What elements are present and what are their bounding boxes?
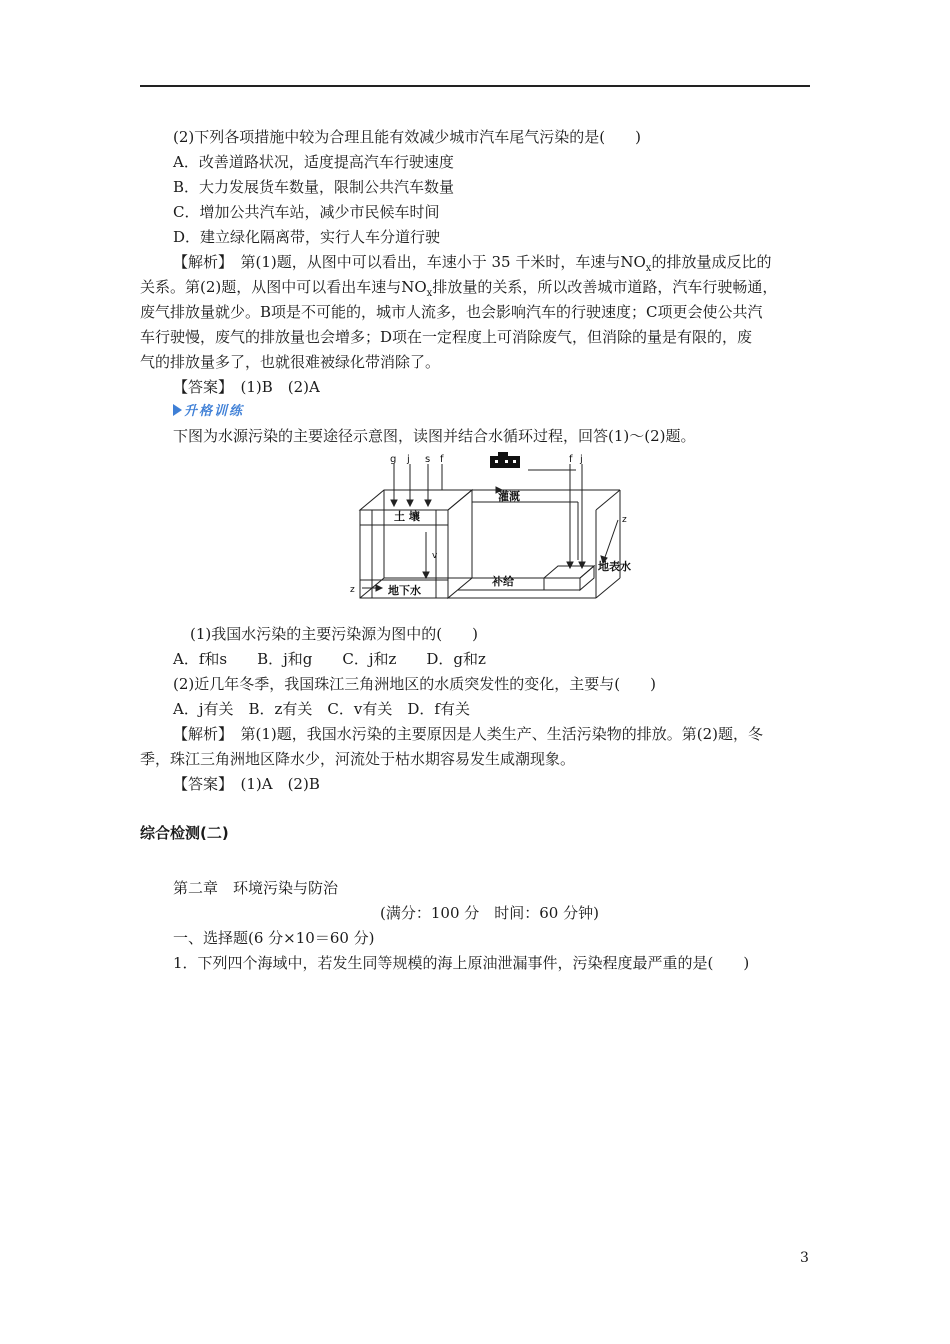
chapter-title: 第二章 环境污染与防治 [173, 879, 339, 897]
page-number: 3 [800, 1250, 809, 1266]
option-a: A．改善道路状况，适度提高汽车行驶速度 [173, 153, 454, 171]
label-soil: 土 壤 [394, 510, 420, 523]
analysis-2-line-1: 【解析】 第(1)题，我国水污染的主要原因是人类生产、生活污染物的排放。第(2)题，冬 [173, 725, 763, 743]
analysis-1-line-2: 关系。第(2)题，从图中可以看出车速与$NO_x$排放量的关系，所以改善城市道路，汽车行驶畅通， [140, 278, 778, 299]
option-c: C．增加公共汽车站，减少市民候车时间 [173, 203, 440, 221]
label-f: f [440, 454, 444, 465]
water-pollution-diagram [348, 450, 648, 605]
label-groundwater: 地下水 [388, 584, 421, 597]
option-d: D．建立绿化隔离带，实行人车分道行驶 [173, 228, 441, 246]
label-recharge: 补给 [492, 575, 514, 588]
label-z-left: z [350, 585, 355, 595]
upgrade-training-badge: 升格训练 [173, 400, 244, 416]
analysis-1-line-3: 废气排放量就少。B项是不可能的，城市人流多，也会影响汽车的行驶速度；C项更会使公共汽 [140, 303, 763, 321]
question-2-stem: (2)下列各项措施中较为合理且能有效减少城市汽车尾气污染的是( ) [173, 128, 641, 146]
play-arrow-icon [173, 404, 182, 416]
question-4-options: A．j有关 B．z有关 C．v有关 D．f有关 [173, 700, 470, 718]
label-j-right: j [580, 454, 583, 465]
question-3-stem: (1)我国水污染的主要污染源为图中的( ) [190, 625, 478, 643]
header-rule [140, 85, 810, 87]
section-title: 综合检测(二) [140, 824, 229, 842]
part-1-heading: 一、选择题(6 分×10＝60 分) [173, 929, 375, 947]
label-f-right: f [569, 454, 573, 465]
label-g: g [390, 454, 397, 465]
option-b: B．大力发展货车数量，限制公共汽车数量 [173, 178, 455, 196]
label-j: j [407, 454, 410, 465]
label-z-right: z [622, 515, 627, 525]
analysis-2-line-2: 季，珠江三角洲地区降水少，河流处于枯水期容易发生咸潮现象。 [140, 750, 576, 768]
question-5-stem: 1．下列四个海域中，若发生同等规模的海上原油泄漏事件，污染程度最严重的是( ) [173, 954, 750, 972]
label-s: s [425, 454, 431, 465]
house-icon [490, 452, 520, 468]
question-3-options: A．f和s B．j和g C．j和z D．g和z [173, 650, 486, 668]
answer-1: 【答案】 (1)B (2)A [173, 378, 320, 396]
label-irrigation: 灌溉 [498, 490, 520, 503]
analysis-1-line-4: 车行驶慢，废气的排放量也会增多；D项在一定程度上可消除废气，但消除的量是有限的，废 [140, 328, 753, 346]
scoring-info: (满分：100 分 时间：60 分钟) [380, 904, 599, 922]
answer-2: 【答案】 (1)A (2)B [173, 775, 320, 793]
diagram-intro: 下图为水源污染的主要途径示意图，读图并结合水循环过程，回答(1)～(2)题。 [173, 427, 696, 445]
analysis-1-line-5: 气的排放量多了，也就很难被绿化带消除了。 [140, 353, 441, 371]
label-v: v [432, 551, 438, 561]
question-4-stem: (2)近几年冬季，我国珠江三角洲地区的水质突发性的变化，主要与( ) [173, 675, 656, 693]
analysis-1-line-1: 【解析】 第(1)题，从图中可以看出，车速小于 35 千米时，车速与$NO_x$的排放量成反比的 [173, 253, 772, 274]
label-surface-water: 地表水 [598, 560, 631, 573]
